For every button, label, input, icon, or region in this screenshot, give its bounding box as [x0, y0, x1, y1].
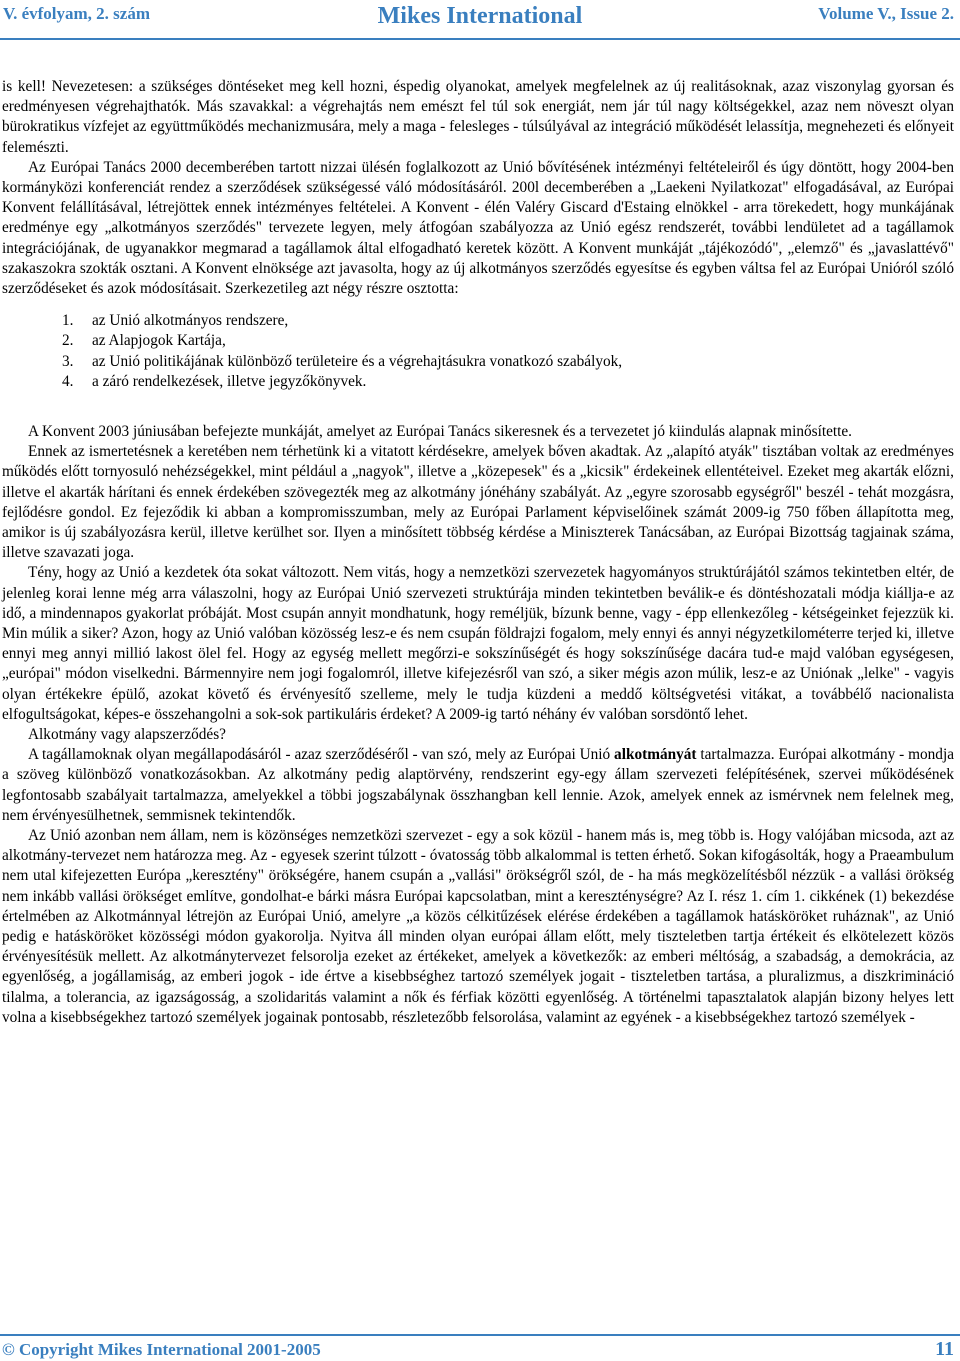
footer-copyright: © Copyright Mikes International 2001-2005 — [2, 1340, 321, 1359]
list-item-text: az Alapjogok Kartája, — [92, 332, 226, 350]
page-number: 11 — [935, 1338, 954, 1360]
header-issue-hungarian: V. évfolyam, 2. szám — [3, 4, 150, 23]
list-item-text: az Unió politikájának különböző területeire és a végrehajtásukra vonatkozó szabályok, — [92, 352, 623, 370]
header-publication-title: Mikes International — [377, 3, 583, 29]
list-item-text: a záró rendelkezések, illetve jegyzőkönyvek. — [92, 372, 367, 390]
paragraph-7-end: tartalmazza. Európai alkotmány - mondja a szöveg különböző vonatkozásokban. Az alkotmány pedig alaptörvény, rendszerint egy-egy állam szervezeti felépítésének, szervei működésének legfontosabb szabályait tartalmazza, amelyekkel a többi jogszabálynak összhangban kell lennie. Azok, amelyek ennek az ismérvnek nem felelnek meg, nem érvényesülhetnek, semmisnek tekintendők. — [2, 746, 954, 824]
spacer — [2, 404, 954, 422]
paragraph-7-emphasis: alkotmányát — [614, 746, 697, 764]
list-item — [2, 311, 954, 331]
paragraph-7-start: A tagállamoknak olyan megállapodásáról - azaz szerződéséről - van szó, mely az Európai Unió — [28, 746, 615, 764]
footer-divider — [0, 1334, 960, 1336]
list-item-number: 2. — [62, 332, 74, 350]
page-footer — [0, 1334, 960, 1361]
list-item — [2, 352, 954, 372]
header-issue-english: Volume V., Issue 2. — [818, 4, 954, 23]
article-body — [2, 77, 954, 1028]
list-item — [2, 331, 954, 351]
list-item-number: 1. — [62, 312, 74, 330]
paragraph-4: Ennek az ismertetésnek a keretében nem térhetünk ki a vitatott kérdésekre, amelyek bőven akadtak. Az „alapító atyák" tisztában voltak az eredményes működés előtt tornyosuló nehézségekkel, mint például a „nagyok", illetve a „közepesek" és a „kicsik" érdekeinek ellentéteivel. Ezeket meg akarták előzni, illetve el akarták hárítani és ennek érdekében szövegezték meg az alkotmány jónéhány szabályát. Az „egyre szorosabb egységről" beszél - tehát mozgásra, fejlődésre gondol. Ez fejeződik ki abban a kompromisszumban, mely az Európai Parlament képviselőinek számát 2009-ig 750 főben állapította meg, amikor is új szabályozásra kerül, illetve kerülhet sor. Ilyen a minősített többség kérdése a Miniszterek Tanácsában, az Európai Bizottság tagjainak száma, illetve szavazati joga. — [2, 443, 954, 562]
list-item — [2, 372, 954, 392]
header-divider — [0, 38, 960, 40]
paragraph-2: Az Európai Tanács 2000 decemberében tartott nizzai ülésén foglalkozott az Unió bővítésének intézményi feltételeiről és úgy döntött, hogy 2004-ben kormányközi konferenciát rendez a szerződések szükségessé váló módosításáról. 200l decemberében a „Laekeni Nyilatkozat" elfogadásával, az Európai Konvent felállításával, létrejöttek ennek intézményes feltételei. A Konvent - élén Valéry Giscard d'Estaing elnökkel - arra törekedett, hogy munkájának eredménye egy „alkotmányos szerződés" tervezete legyen, mely átfogóan szabályozza az Unió egész rendszerét, további lendületet ad a tagállamok integrációjának, de ugyanakkor megmarad a tagállamok által elfogadható keretek között. A Konvent munkáját „tájékozódó", „elemző" és „javaslattévő" szakaszokra szokták osztani. A Konvent elnöksége azt javasolta, hogy az új alkotmányos szerződés egyesítse és egyben váltsa fel az Európai Unióról szóló szerződéseket és azok módosításait. Szerkezetileg azt négy részre osztotta: — [2, 158, 954, 298]
paragraph-8: Az Unió azonban nem állam, nem is közönséges nemzetközi szervezet - egy a sok közül - hanem más is, meg több is. Hogy valójában micsoda, azt az alkotmány-tervezet nem határozza meg. Az - egyesek szerint túlzott - óvatosság több alkalommal is tetten érhető. Sokan kifogásolták, hogy a Praeambulum nem utal kifejezetten Európa „keresztény" örökségére, hanem csupán a „vallási" örökségről szól, de - ha más megközelítésből nézzük - a vallási örökség nem inkább vallási örökséget említve, gondolhat-e bárki másra Európai kapcsolatban, mint a kereszténységre? Az I. rész 1. cím 1. cikkének (1) bekezdése értelmében az Alkotmánnyal létrejön az Európai Unió, amelyre „a közös célkitűzések elérése érdekében a tagállamok hatásköröket ruháznak", az Unió pedig e hatásköröket közösségi módon gyakorolja. Nyitva áll minden olyan európai állam előtt, mely tiszteletben tartja értékeit és elkötelezett közös érvényesítésük mellett. Az alkotmánytervezet felsorolja ezeket az értékeket, amelyek a következők: az emberi méltóság, a szabadság, a demokrácia, az egyenlőség, a jogállamiság, az emberi jogok - ide értve a kisebbséghez tartozó személyek jogait - tiszteletben tartása, a pluralizmus, a diszkrimináció tilalma, a tolerancia, az igazságosság, a szolidaritás valamint a nők és férfiak közötti egyenlőség. A történelmi tapasztalatok alapján bizony helyes lett volna a kisebbségekhez tartozó személyek jogainak pontosabb, részletezőbb felsorolása, valamint az egyének - a kisebbségekhez tartozó személyek - — [2, 827, 954, 1026]
list-item-number: 4. — [62, 372, 74, 390]
paragraph-7 — [2, 745, 954, 826]
paragraph-3: A Konvent 2003 júniusában befejezte munkáját, amelyet az Európai Tanács sikeresnek és a tervezetet jó kiindulás alapnak minősítette. — [28, 422, 852, 440]
page-header — [0, 0, 960, 40]
section-heading: Alkotmány vagy alapszerződés? — [28, 726, 226, 744]
list-item-number: 3. — [62, 352, 74, 370]
list-item-text: az Unió alkotmányos rendszere, — [92, 312, 289, 330]
structure-list — [2, 311, 954, 392]
paragraph-1: is kell! Nevezetesen: a szükséges döntéseket meg kell hozni, éspedig olyanokat, amelyek megfelelnek az új realitásoknak, azaz viszonylag gyorsan és eredményesen végrehajthatók. Más szavakkal: a végrehajtás nem emészt fel túl sok energiát, nem jár túl nagy költségekkel, azaz nem növeszt olyan bürokratikus vízfejet az együttműködés mechanizmusára, mely a maga - felesleges - túlsúlyával az integráció működését lelassítja, megnehezeti és előnyeit felemészti. — [2, 78, 954, 156]
paragraph-5: Tény, hogy az Unió a kezdetek óta sokat változott. Nem vitás, hogy a nemzetközi szervezetek hagyományos struktúrájától számos tekintetben eltér, de jelenleg korai lenne még arra válaszolni, hogy az Európai Unió szervezeti struktúrája minden tekintetben beválik-e és döntéshozatali módja kiállja-e az idő, a mindennapos gyakorlat próbáját. Most csupán annyit mondhatunk, hogy reméljük, bízunk benne, vagy - épp ellenkezőleg - kétségeinket fejezzük ki. Min múlik a siker? Azon, hogy az Unió valóban közösség lesz-e és nem csupán földrajzi fogalom, mely ennyi és annyi négyzetkilométerre terjed ki, illetve ennyi meg annyi millió lakost ölel fel. Hogy az egység mellett megőrzi-e sokszínűségét és hogy sokszínűsége dacára tud-e majd valóban egységesen, „európai" módon viselkedni. Bármennyire nem jogi fogalomról, illetve kifejezésről van szó, a siker mégis azon múlik, lesz-e az Uniónak „lelke" - vagyis olyan értékekre épülő, azokat követő és érvényesítő szelleme, mely le tudja küzdeni a meddő költségvetési vitákat, a továbbélő nacionalista elfogultságokat, képes-e összehangolni a sok-sok partikuláris érdeket? A 2009-ig tartó néhány év valóban sorsdöntő lehet. — [2, 564, 954, 723]
